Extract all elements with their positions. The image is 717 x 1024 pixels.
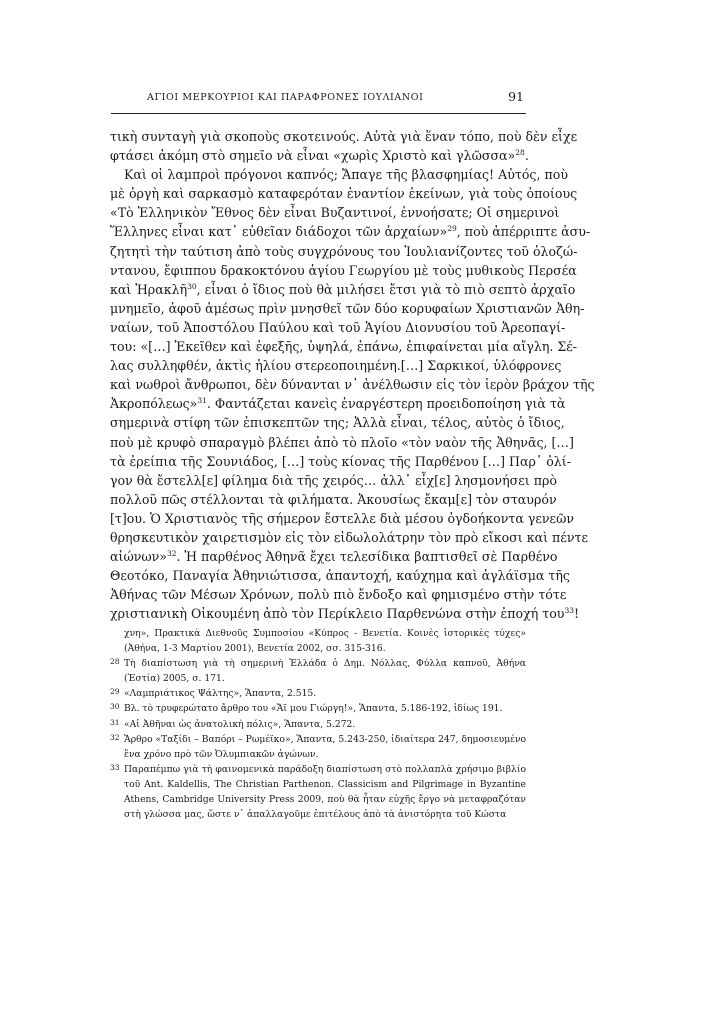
line-text: του: «[…] Ἐκεῖθεν καὶ ἐφεξῆς, ὑψηλά, ἐπάνω, ἐπιφαίνεται μία αἴγλη. Σέ- (110, 339, 578, 355)
line-text-continued: . (524, 148, 529, 164)
footnote-number: 33 (110, 762, 120, 772)
line-text: γον θὰ ἔστελλ[ε] φίλημα διὰ τῆς χειρός… ἀλλ᾽ εἶχ[ε] λησμονήσει πρὸ (110, 472, 557, 488)
line-text: σημερινὰ στίφη τῶν ἐπισκεπτῶν της; Ἀλλὰ εἶναι, τέλος, αὐτὸς ὁ ἴδιος, (110, 415, 565, 431)
line-text: [τ]ου. Ὁ Χριστιανὸς τῆς σήμερον ἔστελλε διὰ μέσου ὀγδοήκοντα γενεῶν (110, 510, 575, 526)
footnote-text: Βλ. τὸ τρυφερώτατο ἄρθρο του «Ἄϊ μου Γιώργη!», Ἅπαντα, 5.186-192, ἰδίως 191. (124, 703, 503, 715)
text-line (110, 585, 567, 604)
footnote-reference: 31 (197, 396, 207, 406)
line-text: καὶ νωθροὶ ἄνθρωποι, δὲν δύνανται ν᾽ ἀνέλθωσιν εἰς τὸν ἱερὸν βράχον τῆς (110, 377, 595, 393)
line-text: ναίων, τοῦ Ἀποστόλου Παύλου καὶ τοῦ Ἁγίου Διονυσίου τοῦ Ἀρεοπαγί- (110, 319, 566, 335)
line-text: θρησκευτικὸν χαιρετισμὸν εἰς τὸν εἰδωλολάτρην τὸν πρὸ εἴκοσι καὶ πέντε (110, 529, 588, 545)
text-line (110, 318, 566, 337)
footnote-line: Athens, Cambridge University Press 2009, ποὺ θὰ ἦταν εὐχῆς ἔργο νὰ μεταφραζόταν (124, 794, 526, 806)
text-line (110, 509, 575, 528)
footnote-line: στὴ γλώσσα μας, ὥστε ν᾽ ἀπαλλαγοῦμε ἐπιτέλους ἀπὸ τὰ ἀνιστόρητα τοῦ Κώστα (124, 809, 507, 821)
footnote (110, 762, 526, 822)
footnote-reference: 32 (167, 549, 177, 559)
footnotes (110, 626, 526, 822)
line-text: Θεοτόκο, Παναγία Ἀθηνιώτισσα, ἀπαντοχή, καύχημα καὶ ἀγλάϊσμα τῆς (110, 568, 570, 584)
line-text: ποὺ μὲ κρυφὸ σπαραγμὸ βλέπει ἀπὸ τὸ πλοῖο «τὸν ναὸν τῆς Ἀθηνᾶς, […] (110, 434, 574, 450)
footnote-line (110, 686, 526, 701)
footnote-reference: 33 (564, 606, 575, 616)
line-text: μὲ ὀργὴ καὶ σαρκασμὸ καταφερόταν ἐναντίον ἐκείνων, γιὰ τοὺς ὁποίους (110, 186, 578, 202)
footnote-line (110, 732, 526, 747)
footnote-number: 28 (110, 657, 120, 667)
text-line (110, 604, 580, 623)
footnote-number: 29 (110, 687, 120, 697)
line-text: ζητητὶ τὴν ταύτιση ἀπὸ τοὺς συγχρόνους του Ἰουλιανίζοντες τοῦ ὁλοζώ- (110, 243, 578, 259)
line-text: ντανου, ἔφιππου δρακοκτόνου ἁγίου Γεωργίου μὲ τοὺς μυθικοὺς Περσέα (110, 262, 577, 278)
footnote-line (110, 717, 526, 732)
line-text: «Τὸ Ἑλληνικὸν Ἔθνος δὲν εἶναι Βυζαντινοί, ἐννοήσατε; Οἱ σημερινοὶ (110, 205, 560, 221)
line-text: τὰ ἐρείπια τῆς Σουνιάδος, […] τοὺς κίονας τῆς Παρθένου […] Παρ᾽ ὀλί- (110, 453, 571, 469)
footnote-number: 30 (110, 702, 120, 712)
line-text: Ἀθήνας τῶν Μέσων Χρόνων, πολὺ πιὸ ἔνδοξο καὶ φημισμένο στὴν τότε (110, 587, 567, 603)
text-line (110, 413, 565, 432)
text-line (110, 356, 562, 375)
footnote-line: τοῦ Ant. Kaldellis, The Christian Parthenon. Classicism and Pilgrimage in Byzantine (124, 778, 526, 790)
line-text: Καὶ οἱ λαμπροὶ πρόγονοι καπνός; Ἄπαγε τῆς βλασφημίας! Αὐτός, ποὺ (124, 167, 568, 183)
text-line (110, 242, 578, 261)
footnote-reference: 28 (515, 148, 525, 158)
line-text: καὶ Ἡρακλῆ (110, 281, 188, 297)
footnote-reference: 30 (187, 281, 197, 291)
text-line (110, 222, 591, 241)
text-line (110, 337, 578, 356)
text-line (110, 490, 557, 509)
footnote (110, 656, 526, 686)
footnote-reference: 29 (447, 224, 457, 234)
running-header (111, 89, 526, 114)
text-line (110, 127, 578, 146)
footnote-line (110, 701, 526, 716)
footnote-line: χνη», Πρακτικὰ Διεθνοῦς Συμποσίου «Κύπρος - Βενετία. Κοινὲς ἱστορικὲς τύχες» (124, 628, 526, 639)
footnote-text: Παραπέμπω γιὰ τὴ φαινομενικὰ παράδοξη διαπίστωση στὸ πολλαπλὰ χρήσιμο βιβλίο (124, 763, 526, 775)
text-line (110, 261, 577, 280)
line-text: φτάσει ἀκόμη στὸ σημεῖο νὰ εἶναι «χωρὶς Χριστὸ καὶ γλῶσσα» (110, 148, 516, 164)
line-text: λας συλληφθέν, ἀκτὶς ἡλίου στερεοποιημένη.[…] Σαρκικοί, ὑλόφρονες (110, 358, 562, 374)
text-line (110, 452, 571, 471)
text-line (110, 471, 557, 490)
line-text: τικὴ συνταγὴ γιὰ σκοποὺς σκοτεινούς. Αὐτὰ γιὰ ἕναν τόπο, ποὺ δὲν εἶχε (110, 129, 578, 144)
line-text: χριστιανικὴ Οἰκουμένη ἀπὸ τὸν Περίκλειο Παρθενώνα στὴν ἐποχή του (110, 606, 565, 622)
footnote-number: 31 (110, 717, 120, 727)
footnote-text: «Αἱ Ἀθῆναι ὡς ἀνατολικὴ πόλις», Ἅπαντα, 5.272. (124, 718, 356, 730)
main-text (110, 127, 595, 623)
footnote-text: Τὴ διαπίστωση γιὰ τὴ σημερινὴ Ἑλλάδα ὁ Δημ. Νόλλας, Φύλλα καπνοῦ, Ἀθήνα (124, 658, 526, 670)
text-line (110, 433, 574, 452)
text-line (110, 280, 576, 299)
text-line (110, 528, 588, 547)
footnote (110, 717, 526, 732)
line-text-continued: , ποὺ ἀπέρριπτε ἀσυ- (456, 224, 591, 240)
footnote-line: (Ἑστία) 2005, σ. 171. (124, 673, 225, 685)
line-text: αἰώνων» (110, 549, 167, 565)
footnote-number: 32 (110, 732, 120, 742)
line-text: Ἕλληνες εἶναι κατ᾽ εὐθεῖαν διάδοχοι τῶν ἀρχαίων» (110, 224, 448, 240)
text-line (110, 547, 558, 566)
text-line (110, 165, 568, 184)
line-text: πολλοῦ πῶς στέλλονται τὰ φιλήματα. Ἀκουσίως ἔκαμ[ε] τὸν σταυρόν (110, 491, 557, 507)
footnote-text: «Λαμπριάτικος Ψάλτης», Ἅπαντα, 2.515. (124, 688, 317, 700)
footnote-line: ἕνα χρόνο πρὸ τῶν Ὀλυμπιακῶν ἀγώνων. (124, 748, 319, 760)
footnote (110, 701, 526, 716)
text-line (110, 203, 560, 222)
page-number: 91 (508, 89, 524, 104)
footnote (110, 626, 526, 656)
line-text-continued: ! (574, 606, 580, 622)
text-line (110, 394, 566, 413)
text-line (110, 375, 595, 394)
text-line (110, 566, 570, 585)
footnote (110, 686, 526, 701)
footnote-text: Ἄρθρο «Ταξίδι – Βαπόρι – Ρωμέϊκο», Ἅπαντα, 5.243-250, ἰδιαίτερα 247, δημοσιευμένο (124, 733, 527, 745)
text-line (110, 184, 578, 203)
footnote-line (110, 656, 526, 671)
line-text-continued: , εἶναι ὁ ἴδιος ποὺ θὰ μιλήσει ἔτσι γιὰ τὸ πιὸ σεπτὸ ἀρχαῖο (196, 281, 576, 297)
footnote-line (110, 762, 526, 777)
line-text-continued: . Φαντάζεται κανεὶς ἐναργέστερη προειδοποίηση γιὰ τὰ (206, 396, 566, 412)
running-head-title: ΑΓΙΟΙ ΜΕΡΚΟΥΡΙΟΙ ΚΑΙ ΠΑΡΑΦΡΟΝΕΣ ΙΟΥΛΙΑΝΟΙ (147, 92, 424, 103)
text-line (110, 146, 529, 165)
footnote (110, 732, 526, 762)
line-text-continued: . Ἡ παρθένος Ἀθηνᾶ ἔχει τελεσίδικα βαπτισθεῖ σὲ Παρθένο (176, 549, 558, 565)
footnote-line: (Ἀθήνα, 1-3 Μαρτίου 2001), Βενετία 2002, σσ. 315-316. (124, 643, 386, 655)
text-line (110, 299, 585, 318)
line-text: Ἀκροπόλεως» (110, 396, 198, 412)
line-text: μνημεῖο, ἀφοῦ ἀμέσως πρὶν μνησθεῖ τῶν δύο κορυφαίων Χριστιανῶν Ἀθη- (110, 300, 585, 316)
